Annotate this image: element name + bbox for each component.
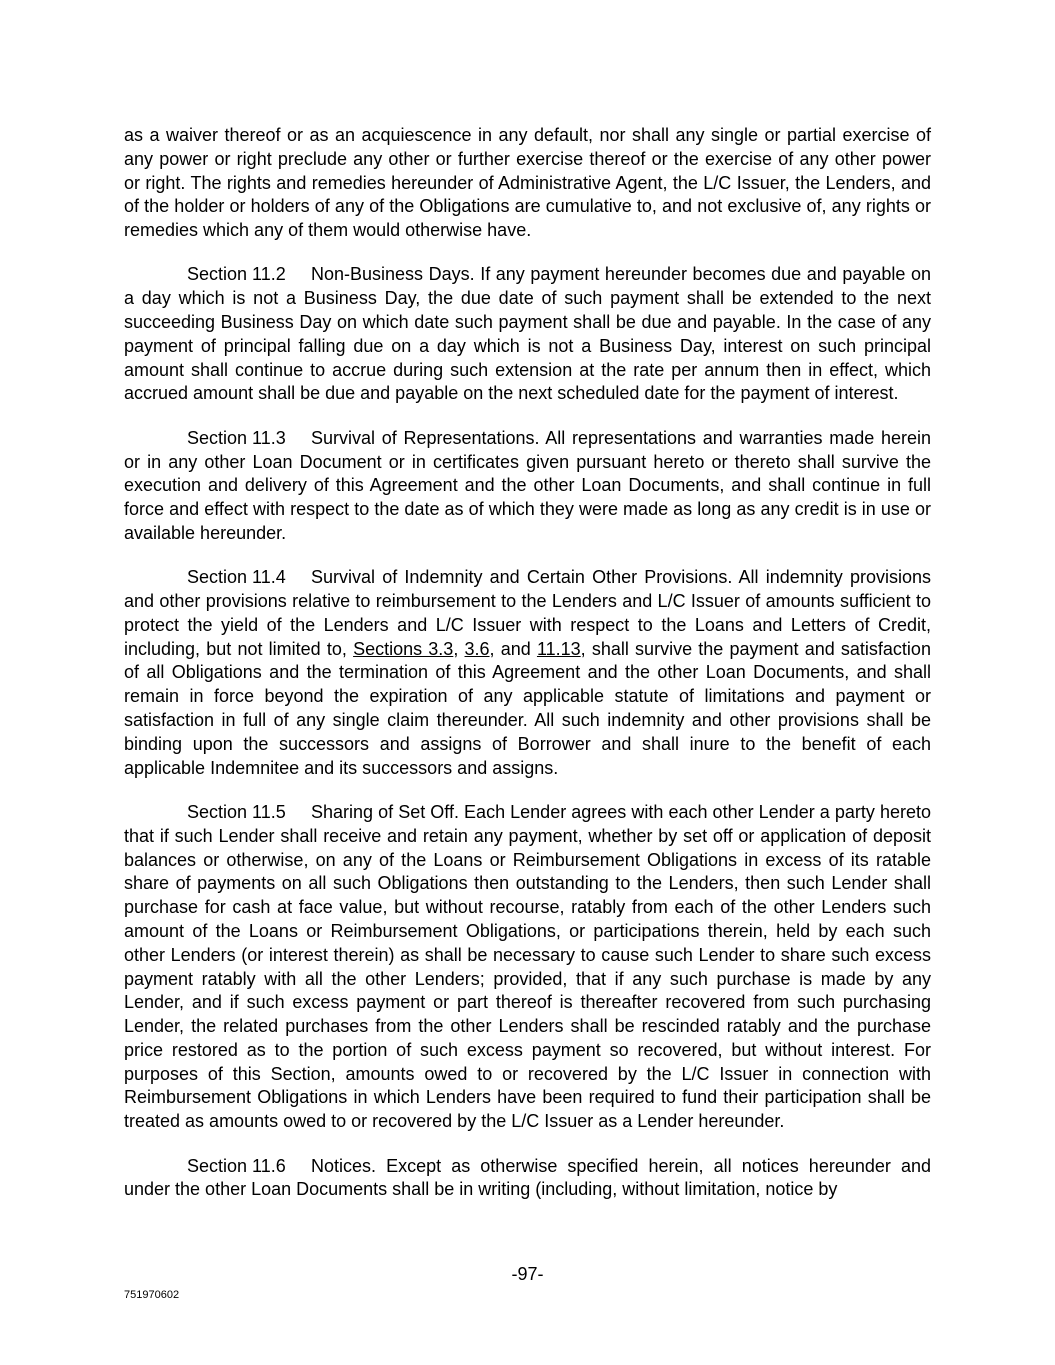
section-text-after: , shall survive the payment and satisfaction of all Obligations and the termination of this Agreement and the other Loan Documents, and shall remain in force beyond the expiration of any applicable statute of limitations and payment or satisfaction in full of any single claim thereunder. All such indemnity and other provisions shall be binding upon the successors and assigns of Borrower and shall inure to the benefit of each applicable Indemnitee and its successors and assigns. [124, 638, 931, 778]
section-11-6 [124, 1155, 931, 1203]
section-text: Each Lender agrees with each other Lender a party hereto that if such Lender shall receive and retain any payment, whether by set off or application of deposit balances or otherwise, on any of the Loans or Reimbursement Obligations in excess of its ratable share of payments on all such Obligations then outstanding to the Lenders, then such Lender shall purchase for cash at face value, but without recourse, ratably from each of the other Lenders such amount of the Loans or Reimbursement Obligations, or participations therein, held by each such other Lenders (or interest therein) as shall be necessary to cause such Lender to share such excess payment ratably with all the other Lenders; provided, that if any such purchase is made by any Lender, and if such excess payment or part thereof is thereafter recovered from such purchasing Lender, the related purchases from the other Lenders shall be rescinded ratably and the purchase price restored as to the portion of such excess payment so recovered, but without interest. For purposes of this Section, amounts owed to or recovered by the L/C Issuer in connection with Reimbursement Obligations in which Lenders have been required to fund their participation shall be treated as amounts owed to or recovered by the L/C Issuer as a Lender hereunder. [124, 801, 931, 1132]
section-title: Survival of Representations. [311, 427, 540, 448]
section-number: Section 11.4 [187, 567, 286, 588]
section-title: Sharing of Set Off. [311, 801, 459, 822]
section-number: Section 11.3 [187, 427, 286, 448]
section-title: Notices. [311, 1155, 377, 1176]
document-body [124, 124, 931, 1223]
section-11-2 [124, 263, 931, 406]
section-text: If any payment hereunder becomes due and payable on a day which is not a Business Day, the due date of such payment shall be extended to the next succeeding Business Day on which date such payment shall be due and payable. In the case of any payment of principal falling due on a day which is not a Business Day, interest on such principal amount shall continue to accrue during such extension at the rate per annum then in effect, which accrued amount shall be due and payable on the next scheduled date for the payment of interest. [124, 264, 931, 404]
section-text: All representations and warranties made herein or in any other Loan Document or in certificates given pursuant hereto or thereto shall survive the execution and delivery of this Agreement and the other Loan Documents, and shall continue in full force and effect with respect to the date as of which they were made as long as any credit is in use or available hereunder. [124, 427, 931, 543]
section-11-4 [124, 566, 931, 780]
section-text: Except as otherwise specified herein, all notices hereunder and under the other Loan Documents shall be in writing (including, without limitation, notice by [124, 1155, 931, 1200]
section-11-3 [124, 427, 931, 546]
section-reference: 11.13 [536, 638, 581, 659]
continuation-paragraph: as a waiver thereof or as an acquiescence in any default, nor shall any single or partial exercise of any power or right preclude any other or further exercise thereof or the exercise of any other power or right. The rights and remedies hereunder of Administrative Agent, the L/C Issuer, the Lenders, and of the holder or holders of any of the Obligations are cumulative to, and not exclusive of, any rights or remedies which any of them would otherwise have. [124, 125, 931, 241]
separator: , [453, 638, 459, 659]
separator: , and [489, 638, 531, 659]
section-reference: 3.6 [464, 638, 490, 659]
section-title: Non-Business Days. [311, 264, 475, 285]
section-title: Survival of Indemnity and Certain Other Provisions. [311, 567, 733, 588]
section-reference: Sections 3.3 [353, 638, 454, 659]
section-number: Section 11.5 [187, 801, 286, 822]
document-id: 751970602 [124, 1289, 180, 1301]
section-number: Section 11.6 [187, 1155, 286, 1176]
section-number: Section 11.2 [187, 264, 286, 285]
page-number: -97- [511, 1264, 544, 1284]
section-11-5 [124, 801, 931, 1134]
section-text-before: All indemnity provisions and other provisions relative to reimbursement to the Lenders and L/C Issuer of amounts sufficient to protect the yield of the Lenders and L/C Issuer with respect to the Loans and Letters of Credit, including, but not limited to, [124, 567, 931, 659]
